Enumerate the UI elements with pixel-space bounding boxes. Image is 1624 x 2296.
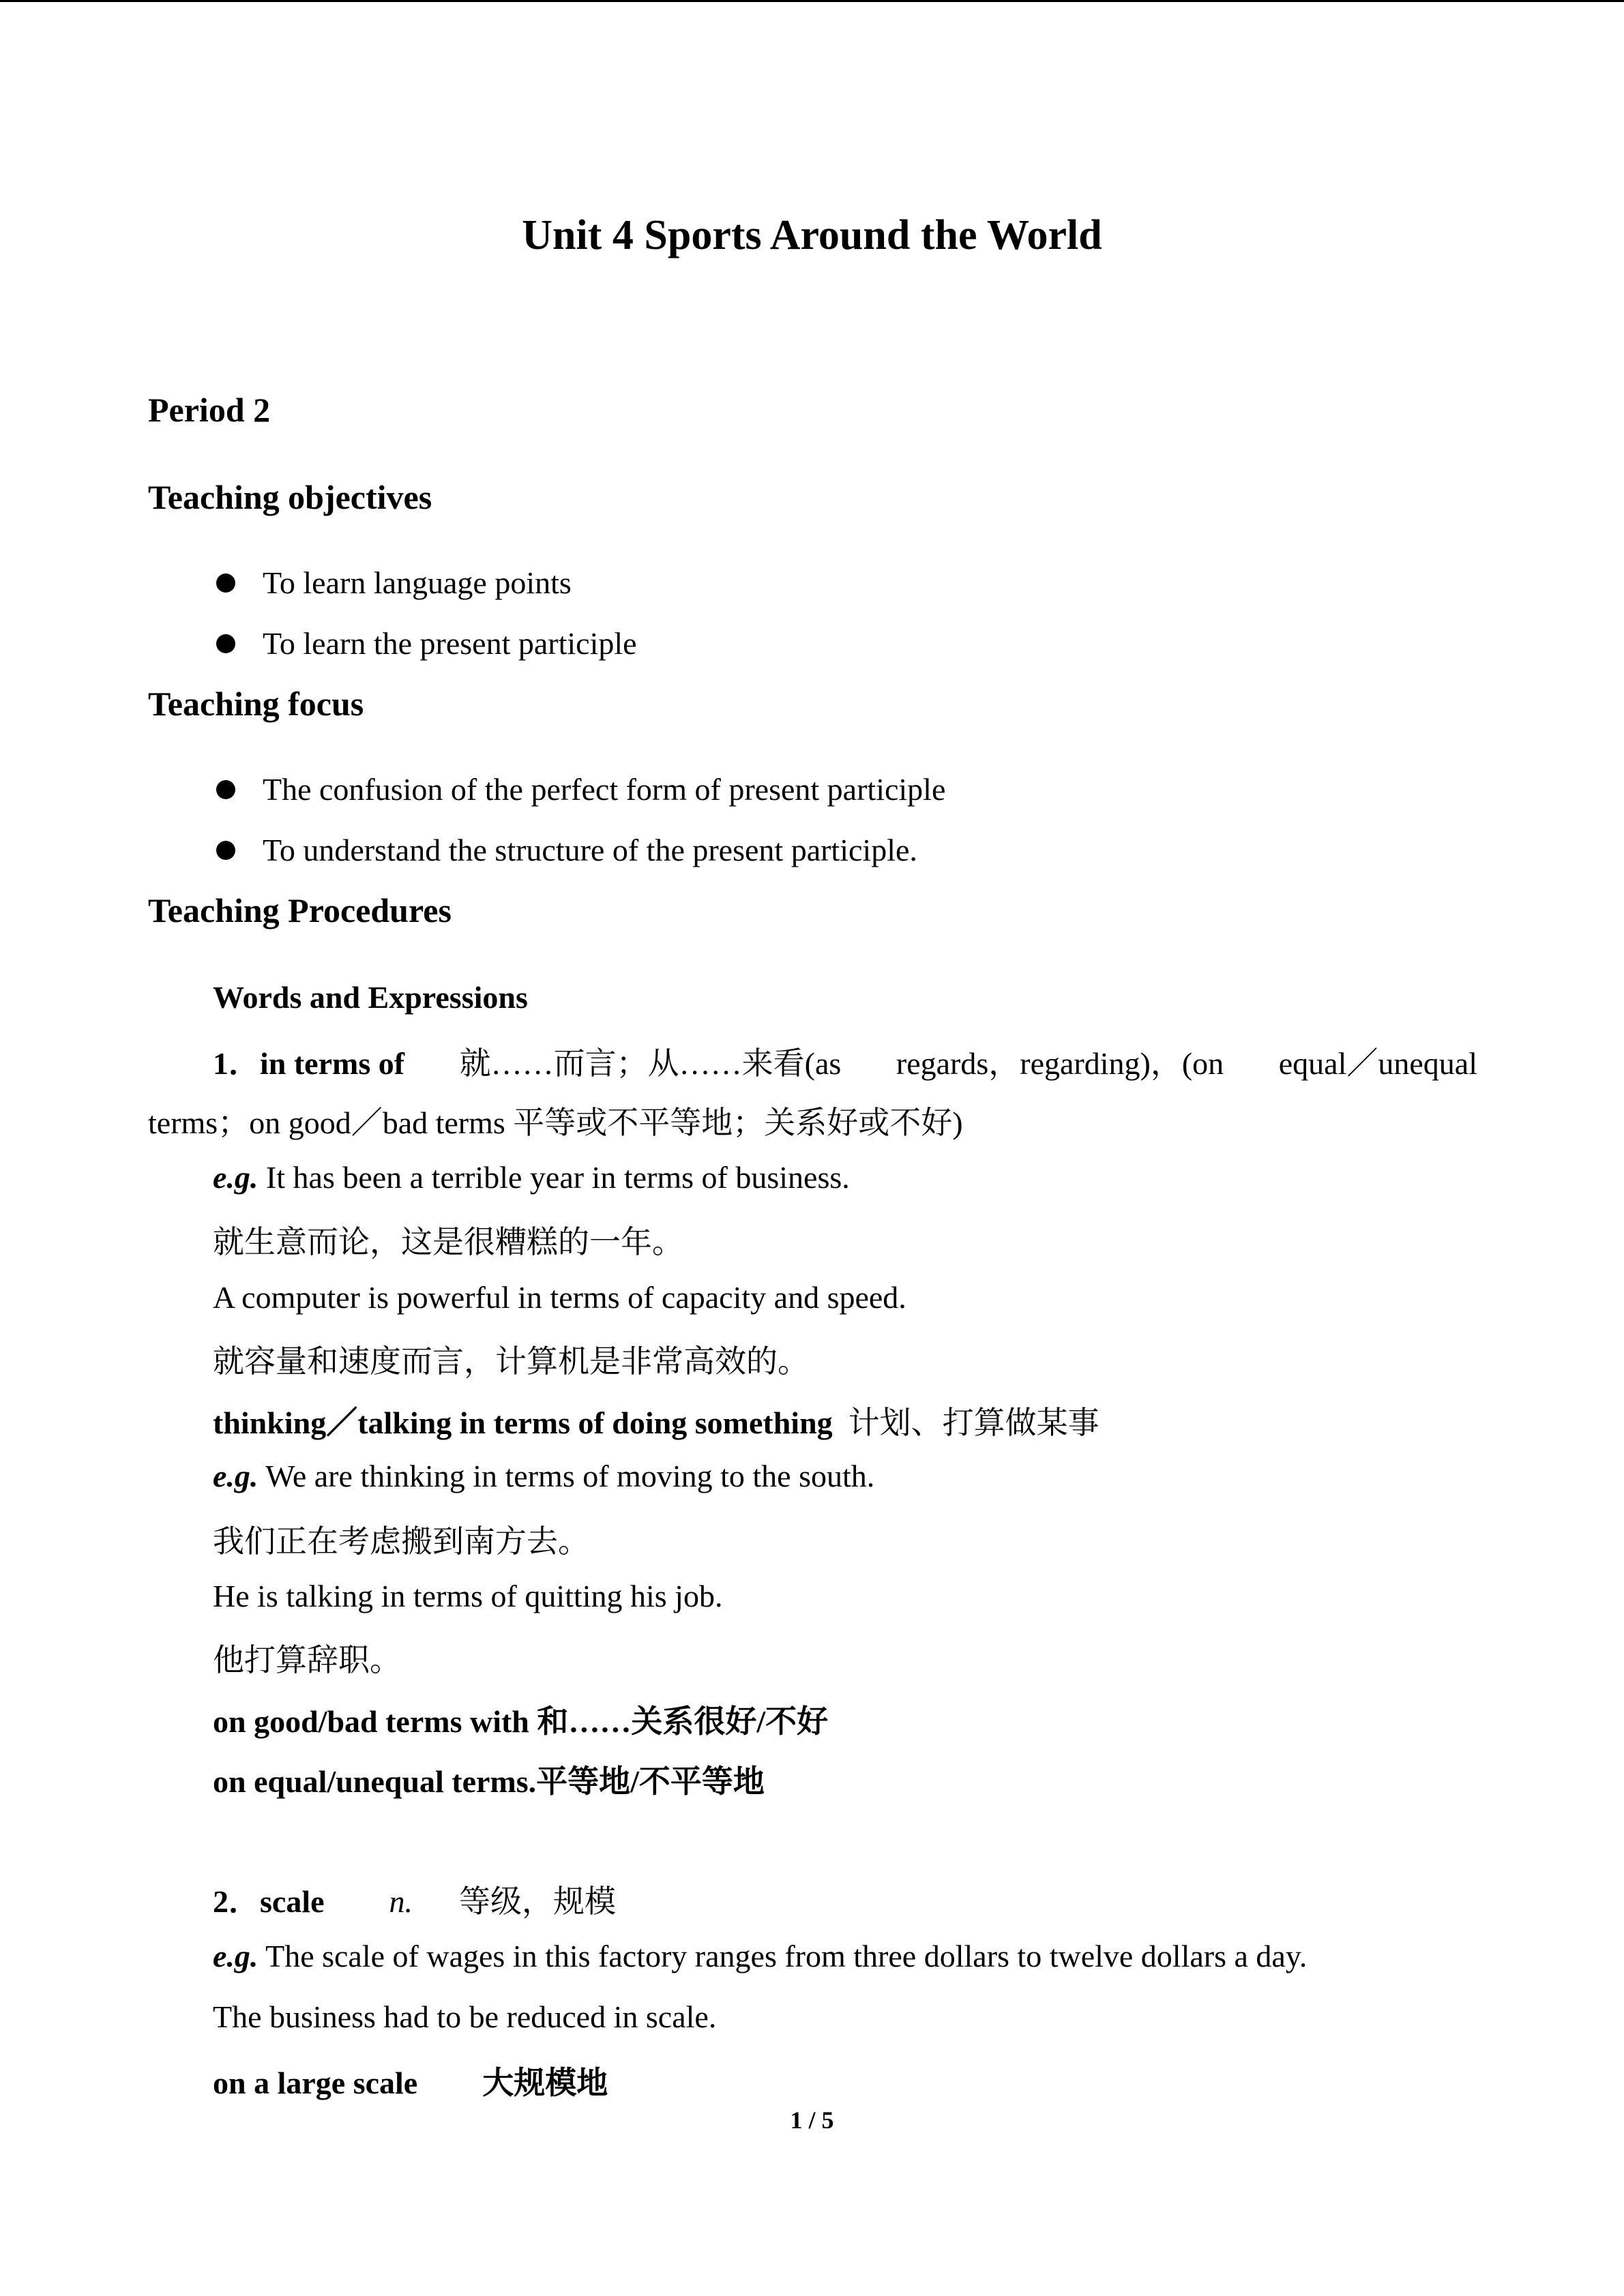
phrase-line: thinking／talking in terms of doing something 计划、打算做某事 <box>213 1405 1099 1440</box>
objective-item: To learn language points <box>263 565 572 600</box>
item1-meaning-part: 就……而言；从……来看(as <box>459 1046 842 1081</box>
example-line: A computer is powerful in terms of capacity and speed. <box>213 1280 906 1315</box>
period-heading: Period 2 <box>148 391 271 429</box>
focus-item: The confusion of the perfect form of present participle <box>263 772 946 807</box>
example-line: e.g. It has been a terrible year in terms of business. <box>213 1160 850 1195</box>
example-translation: 就生意而论，这是很糟糕的一年。 <box>213 1225 683 1259</box>
example-line: e.g. The scale of wages in this factory ranges from three dollars to twelve dollars a day. <box>213 1939 1308 1973</box>
example-translation: 我们正在考虑搬到南方去。 <box>213 1524 589 1559</box>
page-title: Unit 4 Sports Around the World <box>522 212 1102 258</box>
item1-meaning-continued: terms；on good／bad terms 平等或不平等地；关系好或不好) <box>148 1105 963 1140</box>
item1-headline <box>213 1039 1477 1084</box>
phrase-line: on equal/unequal terms.平等地/不平等地 <box>213 1764 765 1799</box>
bullet-icon <box>216 841 235 860</box>
bullet-icon <box>216 634 235 653</box>
focus-item: To understand the structure of the present participle. <box>263 833 917 867</box>
item2-headline: 2．scale n. 等级，规模 <box>213 1884 617 1919</box>
bullet-icon <box>216 573 235 593</box>
item1-meaning-part: regards，regarding)，(on <box>896 1046 1224 1081</box>
example-translation: 他打算辞职。 <box>213 1643 401 1678</box>
phrase-line: on good/bad terms with 和……关系很好/不好 <box>213 1704 829 1739</box>
item1-meaning-part: equal／unequal <box>1278 1046 1477 1081</box>
example-line: e.g. We are thinking in terms of moving to the south. <box>213 1459 875 1493</box>
example-line: The business had to be reduced in scale. <box>213 1999 717 2034</box>
phrase-line: on a large scale 大规模地 <box>213 2066 608 2100</box>
top-border <box>0 0 1624 2</box>
example-line: He is talking in terms of quitting his job. <box>213 1579 723 1613</box>
item1-term: 1．in terms of <box>213 1046 405 1081</box>
objective-item: To learn the present participle <box>263 626 637 661</box>
objectives-heading: Teaching objectives <box>148 478 432 516</box>
focus-heading: Teaching focus <box>148 685 364 723</box>
words-expressions-subheading: Words and Expressions <box>213 980 528 1015</box>
example-translation: 就容量和速度而言，计算机是非常高效的。 <box>213 1344 809 1379</box>
page-number: 1 / 5 <box>790 2106 834 2134</box>
procedures-heading: Teaching Procedures <box>148 891 452 929</box>
bullet-icon <box>216 780 235 799</box>
